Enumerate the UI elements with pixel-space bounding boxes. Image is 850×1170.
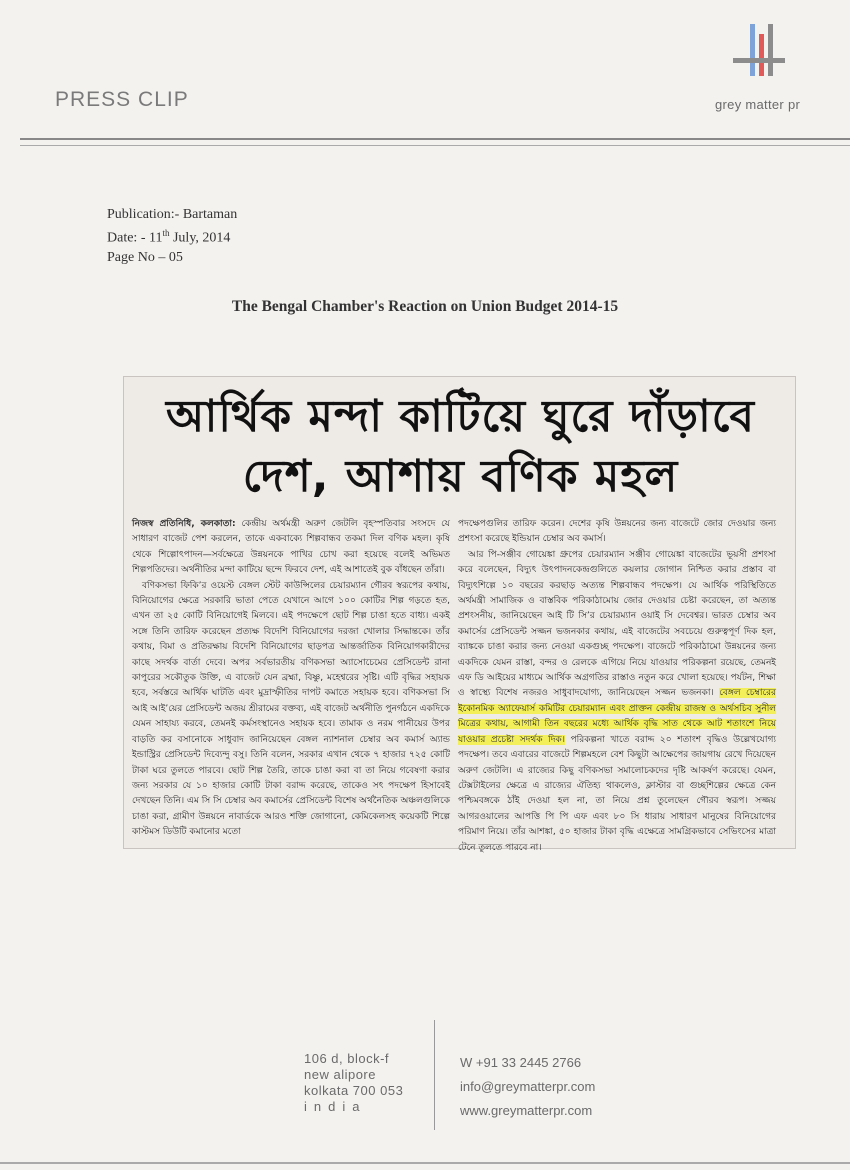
footer-contact <box>460 1051 595 1123</box>
footer-divider <box>434 1020 435 1130</box>
article-paragraph: নিজস্ব প্রতিনিধি, কলকাতা: কেন্দ্রীয় অর্থমন্ত্রী অরুণ জেটলি বৃহস্পতিবার সংসদে যে সাধারণ বাজেট পেশ করলেন, তাকে একবাক্যে শিল্পবান্ধব তকমা দিল বণিক মহল। কৃষি থেকে শিল্পোৎপাদন—সর্বক্ষেত্রে উন্নয়নকে পাখির চোখ করা হয়েছে বলেই অভিমত শিল্পপতিদের। অর্থনীতির মন্দা কাটিয়ে ছন্দে ফিরবে দেশ, এই আশাতেই বুক বাঁধছেন তাঁরা। <box>132 519 450 576</box>
press-clip-label: PRESS CLIP <box>55 88 189 111</box>
article-column-1 <box>132 517 450 842</box>
footer-address: 106 d, block-f new alipore kolkata 700 053 india <box>304 1051 404 1114</box>
publication-name: Publication:- Bartaman <box>107 207 238 222</box>
article-paragraph: আর পি-সঞ্জীব গোয়েঙ্কা গ্রুপের চেয়ারম্যান সঞ্জীব গোয়েঙ্কা বাজেটের ভূয়সী প্রশংসা করে বলেছেন, বিদ্যুৎ উৎপাদনকেন্দ্রগুলিতে কয়লার জোগান নিশ্চিত করার প্রস্তাব বা বিদ্যুৎশিল্পে ১০ বছরের করছাড় অত্যন্ত শিল্পবান্ধব পদক্ষেপ। যে আর্থিক পরিস্থিতিতে অর্থমন্ত্রী সামাজিক ও বাস্তবিক পরিকাঠামোয় জোর দেওয়ার চেষ্টা করেছেন, তা অত্যন্ত প্রশংসনীয়, জানিয়েছেন আই টি সি’র চেয়ারম্যান ওয়াই সি দেবেশ্বর। ভারত চেম্বার অব কমার্সের প্রেসিডেন্ট সজ্জন ভজনকার কথায়, এই বাজেটের সবচেয়ে গুরুত্বপূর্ণ দিক হল, ব্যাঙ্ককে চাঙা করার জন্য নেওয়া একগুচ্ছ পদক্ষেপ। বাজেটে পরিকাঠামো উন্নয়নের জন্য একদিকে যেমন রাস্তা, বন্দর ও রেলকে এগিয়ে নিয়ে যাওয়ার পরিকল্পনা রয়েছে, তেমনই এফ ডি আইয়ের মাধ্যমে আর্থিক অগ্রগতির রাস্তাও নতুন করে খোলা হয়েছে। পর্যটন, শিক্ষা ও স্বাস্থ্যে বিশেষ নজরও সাধুবাদযোগ্য, জানিয়েছেন সজ্জন ভজনকা। বেঙ্গল চেম্বারের ইকোনমিক অ্যাফেয়ার্স কমিটির চেয়ারম্যান এবং প্রাক্তন কেন্দ্রীয় রাজস্ব ও অর্থসচিব সুনীল মিত্রের কথায়, আগামী তিন বছরের মধ্যে আর্থিক বৃদ্ধি সাত থেকে আট শতাংশে নিয়ে যাওয়ার প্রচেষ্টা সদর্থক দিক। পরিকল্পনা খাতে বরাদ্দ ২০ শতাংশ বৃদ্ধিও উল্লেখযোগ্য পদক্ষেপ। তবে এবারের বাজেটে শিল্পমহলে বেশ কিছুটা আক্ষেপের জায়গায় রেখে দিয়েছেন অরুণ জেটলি। এ রাজ্যের কিছু বণিকসভা সমালোচকদের দৃষ্টি আকর্ষণ করেছে। যেমন, টেক্সটাইলের ক্ষেত্রে এ রাজ্যের ঐতিহ্য থাকলেও, ক্লাস্টার বা গুচ্ছশিল্পের ক্ষেত্রে কেন পশ্চিমবঙ্গকে ঠাঁই দেওয়া হল না, তা নিয়ে প্রশ্ন তুলেছেন গৌরব স্বরূপ। সজ্জয় আগরওয়ালের আপত্তি পি পি এফ এবং ৮০ সি ধারায় সাধারণ মানুষের বিনিয়োগের পরিমাণ নিয়ে। তাঁর আশঙ্কা, ৫০ হাজার টাকা বৃদ্ধি এক্ষেত্রে সামগ্রিকভাবে সেভিংসের মাত্রা টেনে তুলতে পারবে না। <box>458 549 776 853</box>
header-rule <box>20 138 850 140</box>
headline-line-1: আর্থিক মন্দা কাটিয়ে ঘুরে দাঁড়াবে <box>166 391 755 442</box>
footer-phone: W +91 33 2445 2766 <box>460 1055 582 1070</box>
byline: নিজস্ব প্রতিনিধি, কলকাতা: <box>132 519 236 529</box>
highlighted-quote: বেঙ্গল চেম্বারের ইকোনমিক অ্যাফেয়ার্স কমিটির চেয়ারম্যান এবং প্রাক্তন কেন্দ্রীয় রাজস্ব ও অর্থসচিব সুনীল মিত্রের কথায়, আগামী তিন বছরের মধ্যে আর্থিক বৃদ্ধি সাত থেকে আট শতাংশে নিয়ে যাওয়ার প্রচেষ্টা সদর্থক দিক। <box>458 688 776 745</box>
article-paragraph: পদক্ষেপগুলির তারিফ করেন। দেশের কৃষি উন্নয়নের জন্য বাজেটে জোর দেওয়ার জন্য প্রশংসা করেছে ইন্ডিয়ান চেম্বার অব কমার্স। <box>458 519 776 545</box>
footer-website[interactable]: www.greymatterpr.com <box>460 1103 593 1118</box>
footer-email[interactable]: info@greymatterpr.com <box>460 1079 596 1094</box>
page-number: Page No – 05 <box>107 249 183 265</box>
grey-matter-logo-icon <box>728 20 788 80</box>
publication-date: Date: - 11th July, 2014 <box>107 228 231 246</box>
clip-title: The Bengal Chamber's Reaction on Union Budget 2014-15 <box>231 298 619 315</box>
logo-text: grey matter pr <box>715 97 801 112</box>
headline-line-2: দেশ, আশায় বণিক মহল <box>242 451 679 502</box>
newspaper-clipping <box>123 376 796 853</box>
header-rule-thin <box>20 145 850 146</box>
article-paragraph: বণিকসভা ফিকি’র ওয়েস্ট বেঙ্গল স্টেট কাউন্সিলের চেয়ারম্যান গৌরব স্বরূপের কথায়, বিনিয়োগের ক্ষেত্রে সরকারি ভাতা পেতে যেখানে আগে ১০০ কোটির শিল্প গড়তে হত, এখন তা ২৫ কোটি বিনিয়োগেই মিলবে। এই পদক্ষেপে ছোট শিল্প চাঙা হতে বাধ্য। একই সঙ্গে তিনি তারিফ করেছেন প্রত্যক্ষ বিদেশি বিনিয়োগের দরজা খোলার সিদ্ধান্তকে। তাঁর কথায়, বিমা ও প্রতিরক্ষায় বিদেশি বিনিয়োগের ছাড়পত্র আন্তর্জাতিক বিনিয়োগকারীদের কাছে সদর্থক বার্তা দেবে। অপর সর্বভারতীয় বণিকসভা অ্যাসোচেমের প্রেসিডেন্ট রানা কাপুরের সকৌতুক উক্তি, এ বাজেট যেন ব্রহ্মা, বিষ্ণু, মহেশ্বরের সৃষ্টি। এটি বৃদ্ধির সহায়ক হবে, সর্বস্তরে আর্থিক ঘাটতি এবং মুদ্রাস্ফীতির দাপট কমাতে সহায়ক হবে। বণিকসভা সি আই আই’য়ের প্রেসিডেন্ট অজয় শ্রীরামের বক্তব্য, এই বাজেট অর্থনীতি পুনর্গঠনে একদিকে যেমন সাহায্য করবে, তেমনই কর্মসংস্থানেও সহায়ক হবে। তামাক ও নরম পানীয়ের উপর বাড়তি কর বসানোকে সাধুবাদ জানিয়েছেন বেঙ্গল ন্যাশনাল চেম্বার অব কমার্স অ্যান্ড ইন্ডাস্ট্রির প্রেসিডেন্ট দিব্যেন্দু বসু। তিনি বলেন, সরকার এখান থেকে ৭ হাজার ৭২৫ কোটি টাকা ঘরে তুলতে পারবে। ছোট শিল্প তৈরি, তাকে চাঙা করা বা তা নিয়ে গবেষণা করার জন্য সরকার যে ১০ হাজার কোটি টাকা বরাদ্দ করেছে, তাকেও সৎ পদক্ষেপ হিসাবেই দেখছেন তিনি। এম সি সি চেম্বার অব কমার্সের প্রেসিডেন্ট বিশেষ অর্থনৈতিক অঞ্চলগুলিকে চাঙা করা, গ্রামীণ উন্নয়নে নাবার্ডকে আরও শক্তি জোগানো, কেমিকেলসহ কয়েকটি শিল্পে কাস্টমস ডিউটি কমানোর মতো <box>132 580 450 838</box>
footer-rule <box>0 1162 850 1164</box>
article-column-2 <box>458 517 776 853</box>
publication-meta <box>107 205 237 267</box>
